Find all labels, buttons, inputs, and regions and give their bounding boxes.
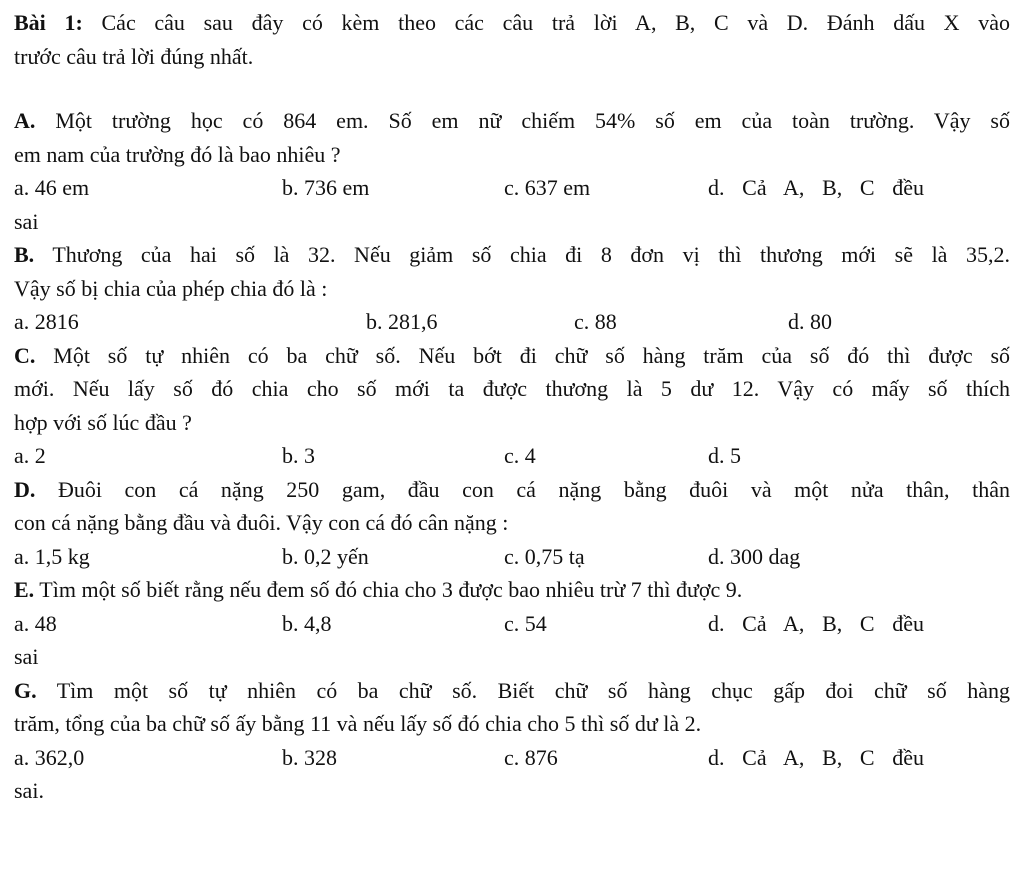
question-e-line-1 <box>14 573 1010 607</box>
option-b[interactable]: b. 328 <box>282 744 337 770</box>
question-d-text-cont: con cá nặng bằng đầu và đuôi. Vậy con cá đó cân nặng : <box>14 510 509 535</box>
question-b-options <box>14 305 1010 339</box>
question-c-line-2 <box>14 372 1010 406</box>
question-c-text: Một số tự nhiên có ba chữ số. Nếu bớt đi chữ số hàng trăm của số đó thì được số <box>53 342 1010 368</box>
question-g-text: Tìm một số tự nhiên có ba chữ số. Biết chữ số hàng chục gấp đoi chữ số hàng <box>56 677 1010 703</box>
option-d[interactable]: d. 300 dag <box>708 543 801 569</box>
question-g-label: G. <box>14 677 37 703</box>
option-a[interactable]: a. 362,0 <box>14 744 85 770</box>
question-c-text-cont-2: hợp với số lúc đầu ? <box>14 409 192 435</box>
option-d[interactable]: d. Cả A, B, C đều <box>708 744 924 770</box>
option-a[interactable]: a. 1,5 kg <box>14 543 90 569</box>
option-b[interactable]: b. 3 <box>282 443 315 468</box>
question-a-text-cont: em nam của trường đó là bao nhiêu ? <box>14 141 341 167</box>
question-c-text-cont: mới. Nếu lấy số đó chia cho số mới ta được thương là 5 dư 12. Vậy có mấy số thích <box>14 376 1010 401</box>
question-g-text-cont: trăm, tổng của ba chữ số ấy bằng 11 và nếu lấy số đó chia cho 5 thì số dư là 2. <box>14 711 702 736</box>
option-b[interactable]: b. 736 em <box>282 175 370 200</box>
option-a[interactable]: a. 2 <box>14 443 46 468</box>
question-a-line-2 <box>14 138 1010 172</box>
option-b[interactable]: b. 281,6 <box>366 309 438 334</box>
option-c[interactable]: c. 4 <box>504 443 536 468</box>
question-c-line-3 <box>14 406 1010 440</box>
question-g-line-1 <box>14 674 1010 708</box>
option-d[interactable]: d. Cả A, B, C đều <box>708 610 924 636</box>
question-c-line-1 <box>14 339 1010 373</box>
option-c[interactable]: c. 637 em <box>504 175 591 200</box>
question-e-option-overflow <box>14 640 1010 674</box>
option-c[interactable]: c. 0,75 tạ <box>504 543 585 569</box>
question-g-line-2 <box>14 707 1010 741</box>
exercise-instruction-cont: trước câu trả lời đúng nhất. <box>14 43 254 69</box>
option-d-cont: sai <box>14 208 39 234</box>
spacer <box>14 73 1010 104</box>
option-b[interactable]: b. 4,8 <box>282 610 332 636</box>
question-d-label: D. <box>14 476 36 502</box>
question-d-text: Đuôi con cá nặng 250 gam, đầu con cá nặng bằng đuôi và một nửa thân, thân <box>57 476 1010 502</box>
question-a-text: Một trường học có 864 em. Số em nữ chiếm 54% số em của toàn trường. Vậy số <box>55 108 1010 133</box>
question-a-line-1 <box>14 104 1010 138</box>
option-d[interactable]: d. 80 <box>788 309 832 334</box>
option-a[interactable]: a. 2816 <box>14 309 79 334</box>
option-a[interactable]: a. 48 <box>14 610 57 636</box>
option-a[interactable]: a. 46 em <box>14 175 90 200</box>
question-e-options <box>14 607 1010 641</box>
question-b-text-cont: Vậy số bị chia của phép chia đó là : <box>14 275 328 301</box>
option-c[interactable]: c. 88 <box>574 309 617 334</box>
question-c-label: C. <box>14 342 36 368</box>
exercise-title-line-2 <box>14 40 1010 74</box>
question-g-option-overflow <box>14 774 1010 808</box>
exercise-title-line-1 <box>14 6 1010 40</box>
option-d-cont: sai. <box>14 778 44 803</box>
question-d-line-2 <box>14 506 1010 540</box>
question-c-options <box>14 439 1010 473</box>
option-d-cont: sai <box>14 644 39 669</box>
question-b-line-1 <box>14 238 1010 272</box>
exercise-instruction: Các câu sau đây có kèm theo các câu trả lời A, B, C và D. Đánh dấu X vào <box>101 10 1010 35</box>
question-b-label: B. <box>14 242 35 267</box>
option-d[interactable]: d. Cả A, B, C đều <box>708 175 924 200</box>
question-e-text: Tìm một số biết rằng nếu đem số đó chia cho 3 được bao nhiêu trừ 7 thì được 9. <box>39 577 743 602</box>
question-b-text: Thương của hai số là 32. Nếu giảm số chia đi 8 đơn vị thì thương mới sẽ là 35,2. <box>52 242 1010 267</box>
option-c[interactable]: c. 54 <box>504 610 547 636</box>
question-d-line-1 <box>14 473 1010 507</box>
question-b-line-2 <box>14 272 1010 306</box>
question-a-options <box>14 171 1010 205</box>
question-a-label: A. <box>14 108 36 133</box>
exercise-label: Bài 1: <box>14 10 83 35</box>
question-d-options <box>14 540 1010 574</box>
option-c[interactable]: c. 876 <box>504 744 558 770</box>
question-e-label: E. <box>14 577 35 602</box>
question-a-option-overflow <box>14 205 1010 239</box>
option-b[interactable]: b. 0,2 yến <box>282 543 369 569</box>
question-g-options <box>14 741 1010 775</box>
option-d[interactable]: d. 5 <box>708 443 741 468</box>
